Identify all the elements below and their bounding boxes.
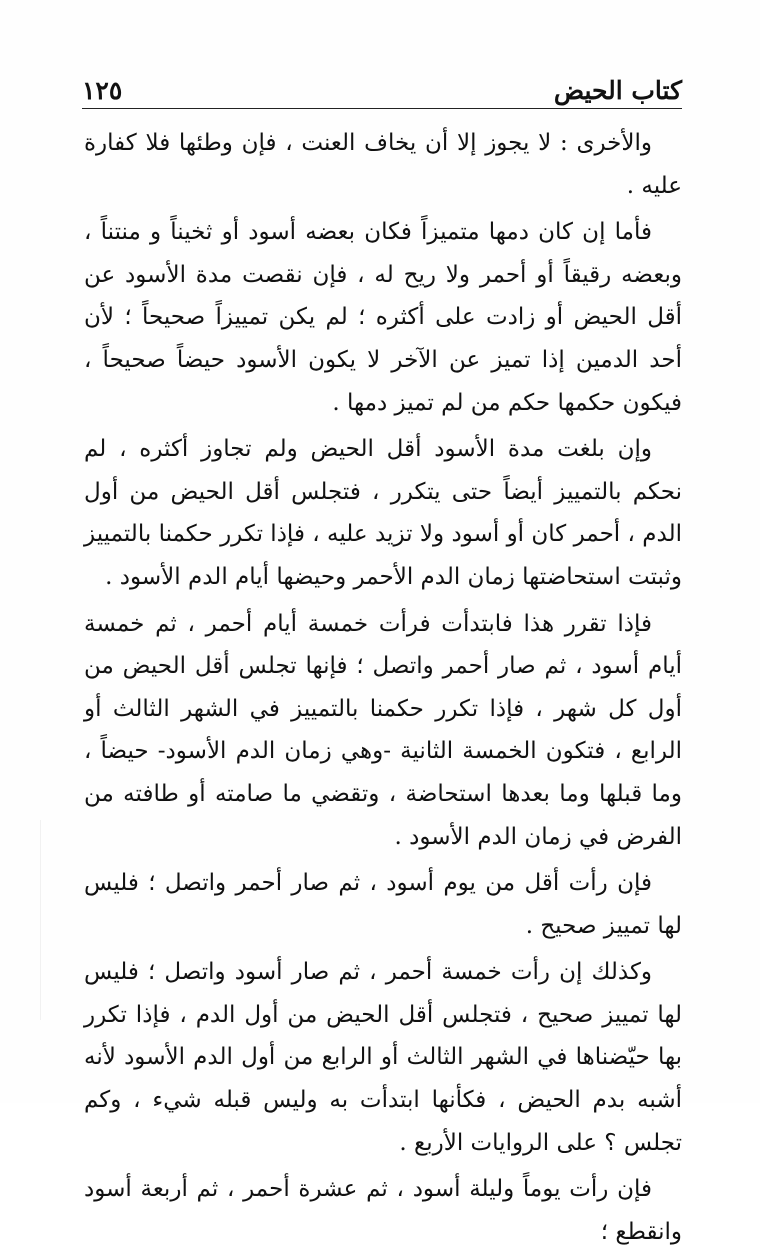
paragraph: فإن رأت يوماً وليلة أسود ، ثم عشرة أحمر ، ثم أربعة أسود وانقطع ؛: [84, 1176, 682, 1245]
body-text: [84, 122, 682, 1253]
scan-edge-mark: [40, 820, 41, 1020]
page-number: ١٢٥: [82, 76, 123, 105]
paragraph: فإن رأت أقل من يوم أسود ، ثم صار أحمر واتصل ؛ فليس لها تمييز صحيح .: [84, 870, 682, 939]
page-header: [82, 72, 682, 106]
paragraph: والأخرى : لا يجوز إلا أن يخاف العنت ، فإن وطئها فلا كفارة عليه .: [84, 130, 682, 199]
paragraph: وإن بلغت مدة الأسود أقل الحيض ولم تجاوز أكثره ، لم نحكم بالتمييز أيضاً حتى يتكرر ، فتجلس أقل الحيض من أول الدم ، أحمر كان أو أسود ولا تزيد عليه ، فإذا تكرر حكمنا بالتمييز وثبتت استحاضتها زمان الدم الأحمر وحيضها أيام الدم الأسود .: [84, 436, 682, 590]
paragraph: فإذا تقرر هذا فابتدأت فرأت خمسة أيام أحمر ، ثم خمسة أيام أسود ، ثم صار أحمر واتصل ؛ فإنها تجلس أقل الحيض من أول كل شهر ، فإذا تكرر حكمنا بالتمييز في الشهر الثالث أو الرابع ، فتكون الخمسة الثانية -وهي زمان الدم الأسود- حيضاً ، وما قبلها وما بعدها استحاضة ، وتقضي ما صامته أو طافته من الفرض في زمان الدم الأسود .: [84, 610, 682, 850]
header-rule: [82, 108, 682, 109]
paragraph: وكذلك إن رأت خمسة أحمر ، ثم صار أسود واتصل ؛ فليس لها تمييز صحيح ، فتجلس أقل الحيض من أول الدم ، فإذا تكرر بها حيّضناها في الشهر الثالث أو الرابع من أول الدم الأسود لأنه أشبه بدم الحيض ، فكأنها ابتدأت به وليس قبله شيء ، وكم تجلس ؟ على الروايات الأربع .: [84, 959, 682, 1156]
running-title: كتاب الحيض: [553, 76, 682, 105]
paragraph: فأما إن كان دمها متميزاً فكان بعضه أسود أو ثخيناً و منتناً ، وبعضه رقيقاً أو أحمر ولا ريح له ، فإن نقصت مدة الأسود عن أقل الحيض أو زادت على أكثره ؛ لم يكن تمييزاً صحيحاً ؛ لأن أحد الدمين إذا تميز عن الآخر لا يكون الأسود حيضاً صحيحاً ، فيكون حكمها حكم من لم تميز دمها .: [84, 219, 682, 416]
